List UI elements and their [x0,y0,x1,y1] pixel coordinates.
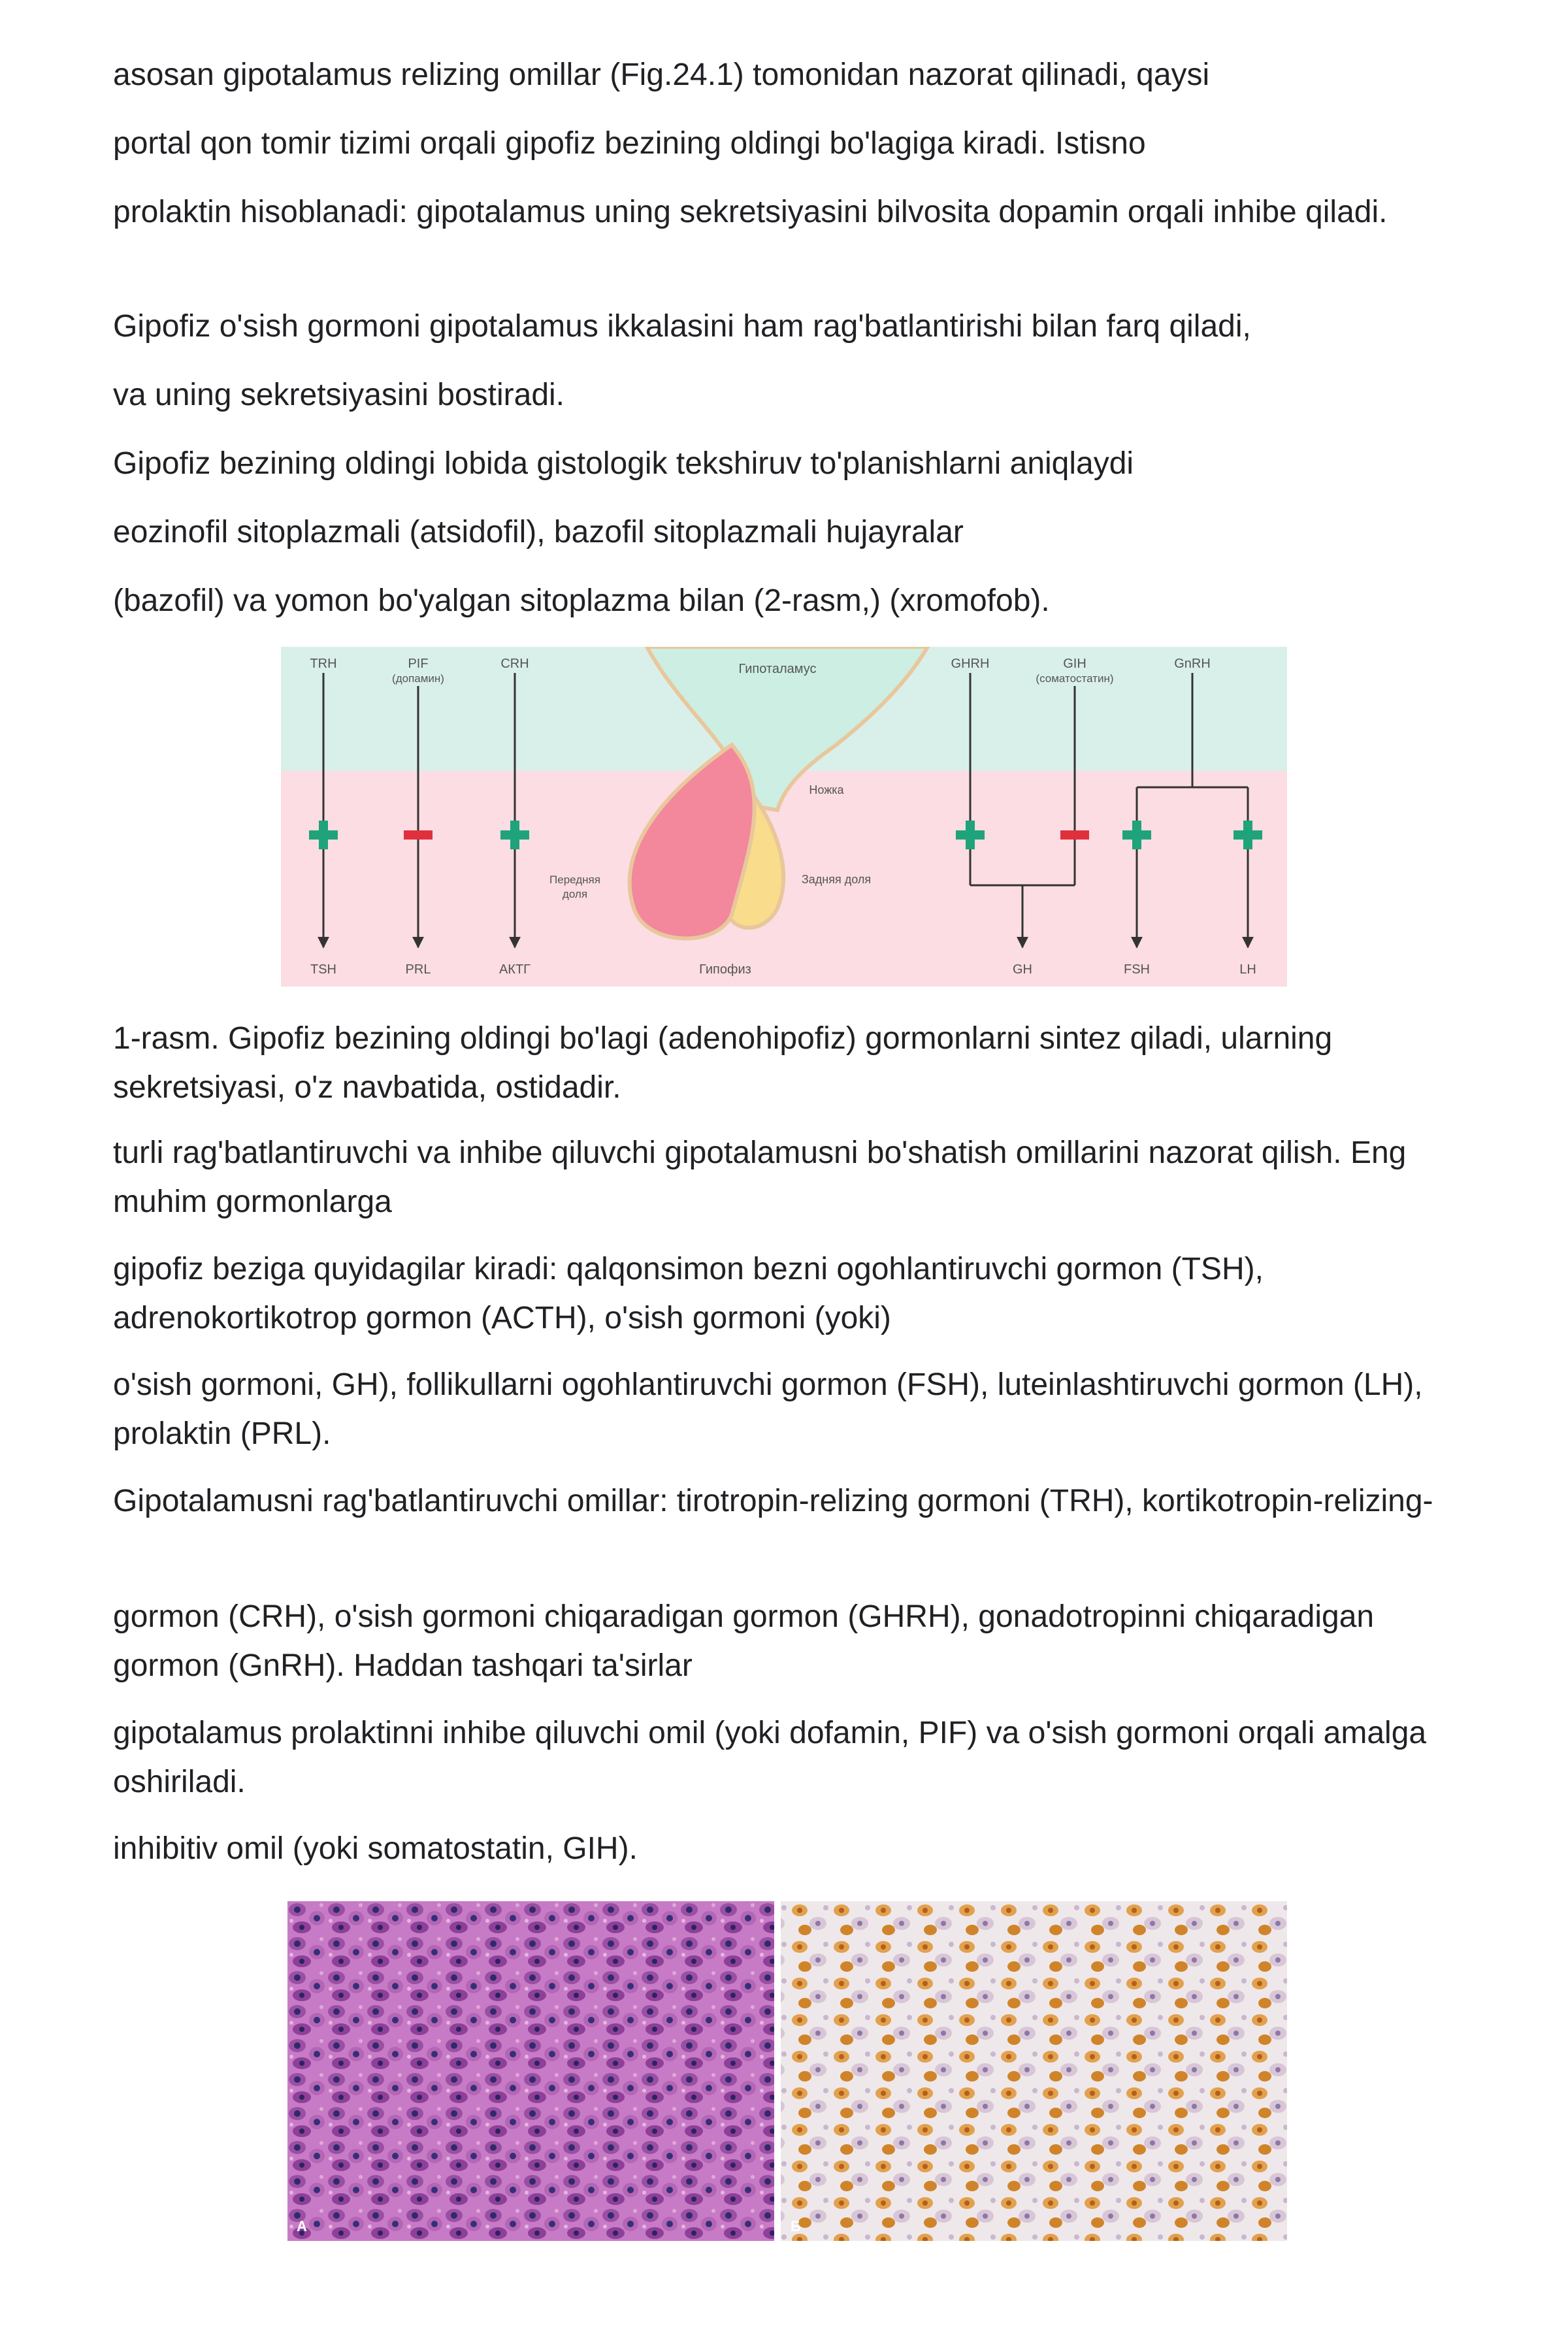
label-gih: GIH [1063,657,1086,671]
histology-micrograph-figure [287,1901,1287,2241]
paragraph-10: gipofiz beziga quyidagilar kiradi: qalqonsimon bezni ogohlantiruvchi gormon (TSH), adrenokortikotrop gormon (ACTH), o'sish gormoni (yoki) [113,1252,1264,1335]
paragraph-8: (bazofil) va yomon bo'yalgan sitoplazma bilan (2-rasm,) (xromofob). [113,583,1050,618]
label-gih-sub: (соматостатин) [1036,672,1114,685]
label-trh: TRH [310,657,337,671]
paragraph-7: eozinofil sitoplazmali (atsidofil), bazofil sitoplazmali hujayralar [113,515,964,549]
paragraph-6: Gipofiz bezining oldingi lobida gistologik tekshiruv to'planishlarni aniqlaydi [113,446,1134,481]
paragraph-3: prolaktin hisoblanadi: gipotalamus uning sekretsiyasini bilvosita dopamin orqali inhibe qiladi. [113,195,1388,229]
label-anterior-2: доля [562,888,588,900]
label-pif: PIF [408,657,429,671]
micrograph-panel-b [781,1901,1287,2241]
label-anterior-1: Передняя [549,874,600,886]
pif-inhibition-minus [404,830,433,840]
paragraph-15: inhibitiv omil (yoki somatostatin, GIH). [113,1831,638,1866]
label-pituitary: Гипофиз [699,962,751,977]
label-hypothalamus: Гипоталамус [738,662,817,676]
label-ghrh: GHRH [951,657,990,671]
paragraph-1: asosan gipotalamus relizing omillar (Fig.24.1) tomonidan nazorat qilinadi, qaysi [113,57,1210,92]
label-crh: CRH [500,657,529,671]
label-posterior: Задняя доля [801,873,872,886]
hypothalamus-pituitary-diagram [281,647,1287,987]
paragraph-11: o'sish gormoni, GH), follikullarni ogohlantiruvchi gormon (FSH), luteinlashtiruvchi gormon (LH), prolaktin (PRL). [113,1367,1423,1451]
label-fsh: FSH [1124,962,1150,977]
panel-a-label: А [297,2218,307,2234]
label-actg: АКТГ [498,962,531,977]
label-lh: LH [1239,962,1256,977]
panel-b-label: Б [791,2218,801,2234]
label-tsh: TSH [310,962,336,977]
label-gh: GH [1013,962,1032,977]
paragraph-14: gipotalamus prolaktinni inhibe qiluvchi omil (yoki dofamin, PIF) va o'sish gormoni orqali amalga oshiriladi. [113,1716,1427,1799]
paragraph-4: Gipofiz o'sish gormoni gipotalamus ikkalasini ham rag'batlantirishi bilan farq qiladi, [113,309,1251,344]
micrograph-panel-a [287,1901,774,2241]
paragraph-5: va uning sekretsiyasini bostiradi. [113,378,565,412]
paragraph-12: Gipotalamusni rag'batlantiruvchi omillar: tirotropin-relizing gormoni (TRH), kortikotropin-relizing- [113,1484,1433,1518]
paragraph-2: portal qon tomir tizimi orqali gipofiz bezining oldingi bo'lagiga kiradi. Istisno [113,126,1146,161]
figure-1-caption: 1-rasm. Gipofiz bezining oldingi bo'lagi (adenohipofiz) gormonlarni sintez qiladi, ularning sekretsiyasi, o'z navbatida, ostidadir. [113,1021,1333,1105]
label-pif-sub: (допамин) [392,672,444,685]
label-stalk: Ножка [809,783,844,796]
label-prl: PRL [405,962,431,977]
paragraph-9: turli rag'batlantiruvchi va inhibe qiluvchi gipotalamusni bo'shatish omillarini nazorat qilish. Eng muhim gormonlarga [113,1135,1407,1219]
paragraph-13: gormon (CRH), o'sish gormoni chiqaradigan gormon (GHRH), gonadotropinni chiqaradigan gormon (GnRH). Haddan tashqari ta'sirlar [113,1599,1375,1683]
gih-inhibition-minus [1060,830,1089,840]
label-gnrh: GnRH [1174,657,1211,671]
